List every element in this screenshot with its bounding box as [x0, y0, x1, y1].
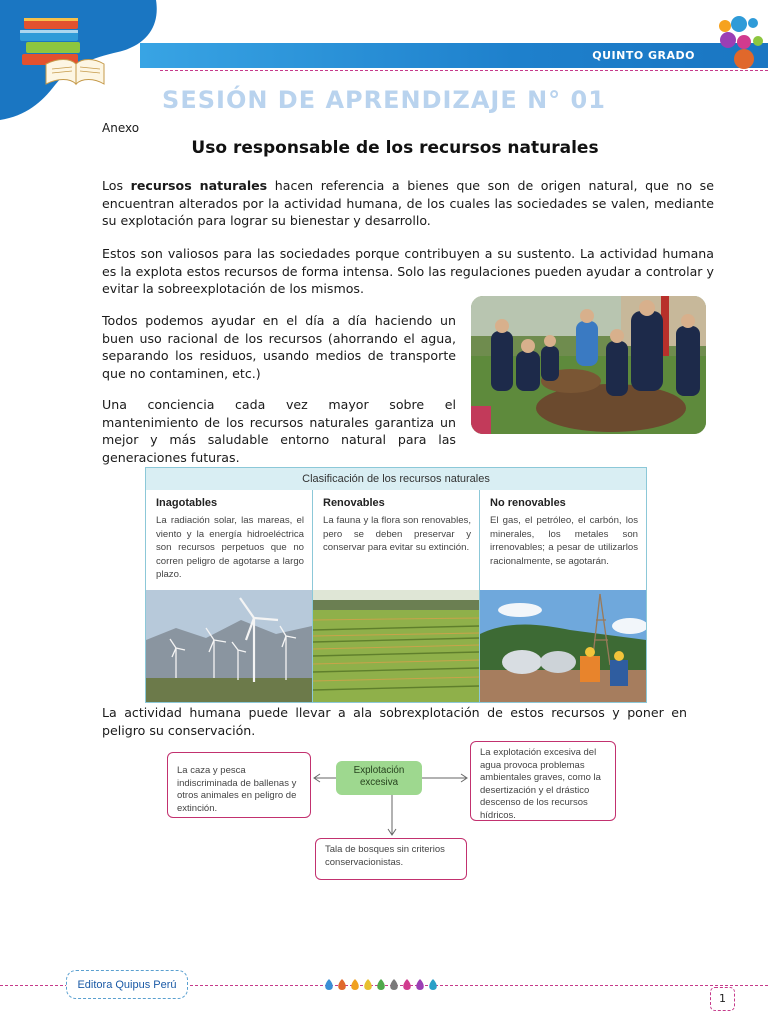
column-heading: Inagotables [156, 497, 218, 509]
colored-dots-decoration [714, 14, 768, 70]
footer-drop [390, 979, 398, 990]
children-planting-photo [471, 296, 706, 434]
classification-title: Clasificación de los recursos naturales [146, 468, 646, 490]
column-renewable [313, 490, 480, 702]
paragraph-help: Todos podemos ayudar en el día a día haciendo un buen uso racional de los recursos (ahorrando el agua, separando los residuos, usando medios de transporte que no contaminen, etc.) [102, 313, 456, 381]
column-heading: No renovables [490, 497, 566, 509]
footer-drop [364, 979, 372, 990]
footer-drop [351, 979, 359, 990]
grade-label: QUINTO GRADO [592, 49, 695, 62]
publisher-label: Editora Quipus Perú [66, 970, 188, 999]
header-dashed-line [160, 70, 768, 71]
bold-term: recursos naturales [130, 178, 268, 193]
books-icon [18, 12, 108, 92]
footer-drop [416, 979, 424, 990]
paragraph-text: hacen referencia a bienes que son de origen natural, que no se encuentran alterados por la actividad humana, de los cuales las sociedades se valen, mediante su explotación para lograr su bienestar y desarrollo. [102, 178, 714, 228]
paragraph-value: Estos son valiosos para las sociedades porque contribuyen a su sustento. La actividad humana es la explota estos recursos de forma intensa. Solo las regulaciones pueden ayudar a controlar y evitar la sobreexplotación de los mismos. [102, 246, 714, 296]
footer-drops-decoration [323, 977, 447, 993]
footer-drop [429, 979, 437, 990]
diagram-box-hunting: La caza y pesca indiscriminada de ballenas y otros animales en peligro de extinción. [167, 752, 311, 818]
paragraph-awareness: Una conciencia cada vez mayor sobre el mantenimiento de los recursos naturales garantiza un mejor y más saludable entorno natural para las generaciones futuras. [102, 397, 456, 465]
page-number: 1 [710, 987, 735, 1011]
paragraph-text: Los [102, 178, 131, 193]
diagram-center-box: Explotación excesiva [336, 761, 422, 795]
paragraph-intro [102, 177, 714, 230]
column-non-renewable [480, 490, 646, 702]
diagram-box-logging: Tala de bosques sin criterios conservacionistas. [315, 838, 467, 880]
column-text: La fauna y la flora son renovables, pero se deben preservar y conservar para evitar su extinción. [323, 515, 471, 553]
footer-drop [403, 979, 411, 990]
footer-drop [325, 979, 333, 990]
classification-figure [145, 467, 647, 703]
annex-label: Anexo [102, 121, 140, 135]
column-inexhaustible [146, 490, 313, 702]
footer-drop [338, 979, 346, 990]
column-text: El gas, el petróleo, el carbón, los minerales, los metales son irrenovables; a pesar de utilizarlos racionalmente, se agotarán. [490, 515, 638, 567]
paragraph-overexploitation: La actividad humana puede llevar a ala sobrexplotación de estos recursos y poner en peligro su conservación. [102, 705, 687, 738]
wind-turbines-image [146, 590, 312, 702]
oil-gas-plant-image [480, 590, 646, 702]
diagram-box-water: La explotación excesiva del agua provoca problemas ambientales graves, como la desertización y el drástico descenso de los recursos hídricos. [470, 741, 616, 821]
column-text: La radiación solar, las mareas, el viento y la energía hidroeléctrica son recursos perpetuos que no corren peligro de agotarse a largo plazo. [156, 515, 304, 580]
footer-drop [377, 979, 385, 990]
overexploitation-diagram [163, 738, 623, 883]
column-heading: Renovables [323, 497, 385, 509]
crop-field-image [313, 590, 479, 702]
main-title: Uso responsable de los recursos naturales [191, 138, 599, 158]
session-title: SESIÓN DE APRENDIZAJE N° 01 [162, 86, 606, 114]
